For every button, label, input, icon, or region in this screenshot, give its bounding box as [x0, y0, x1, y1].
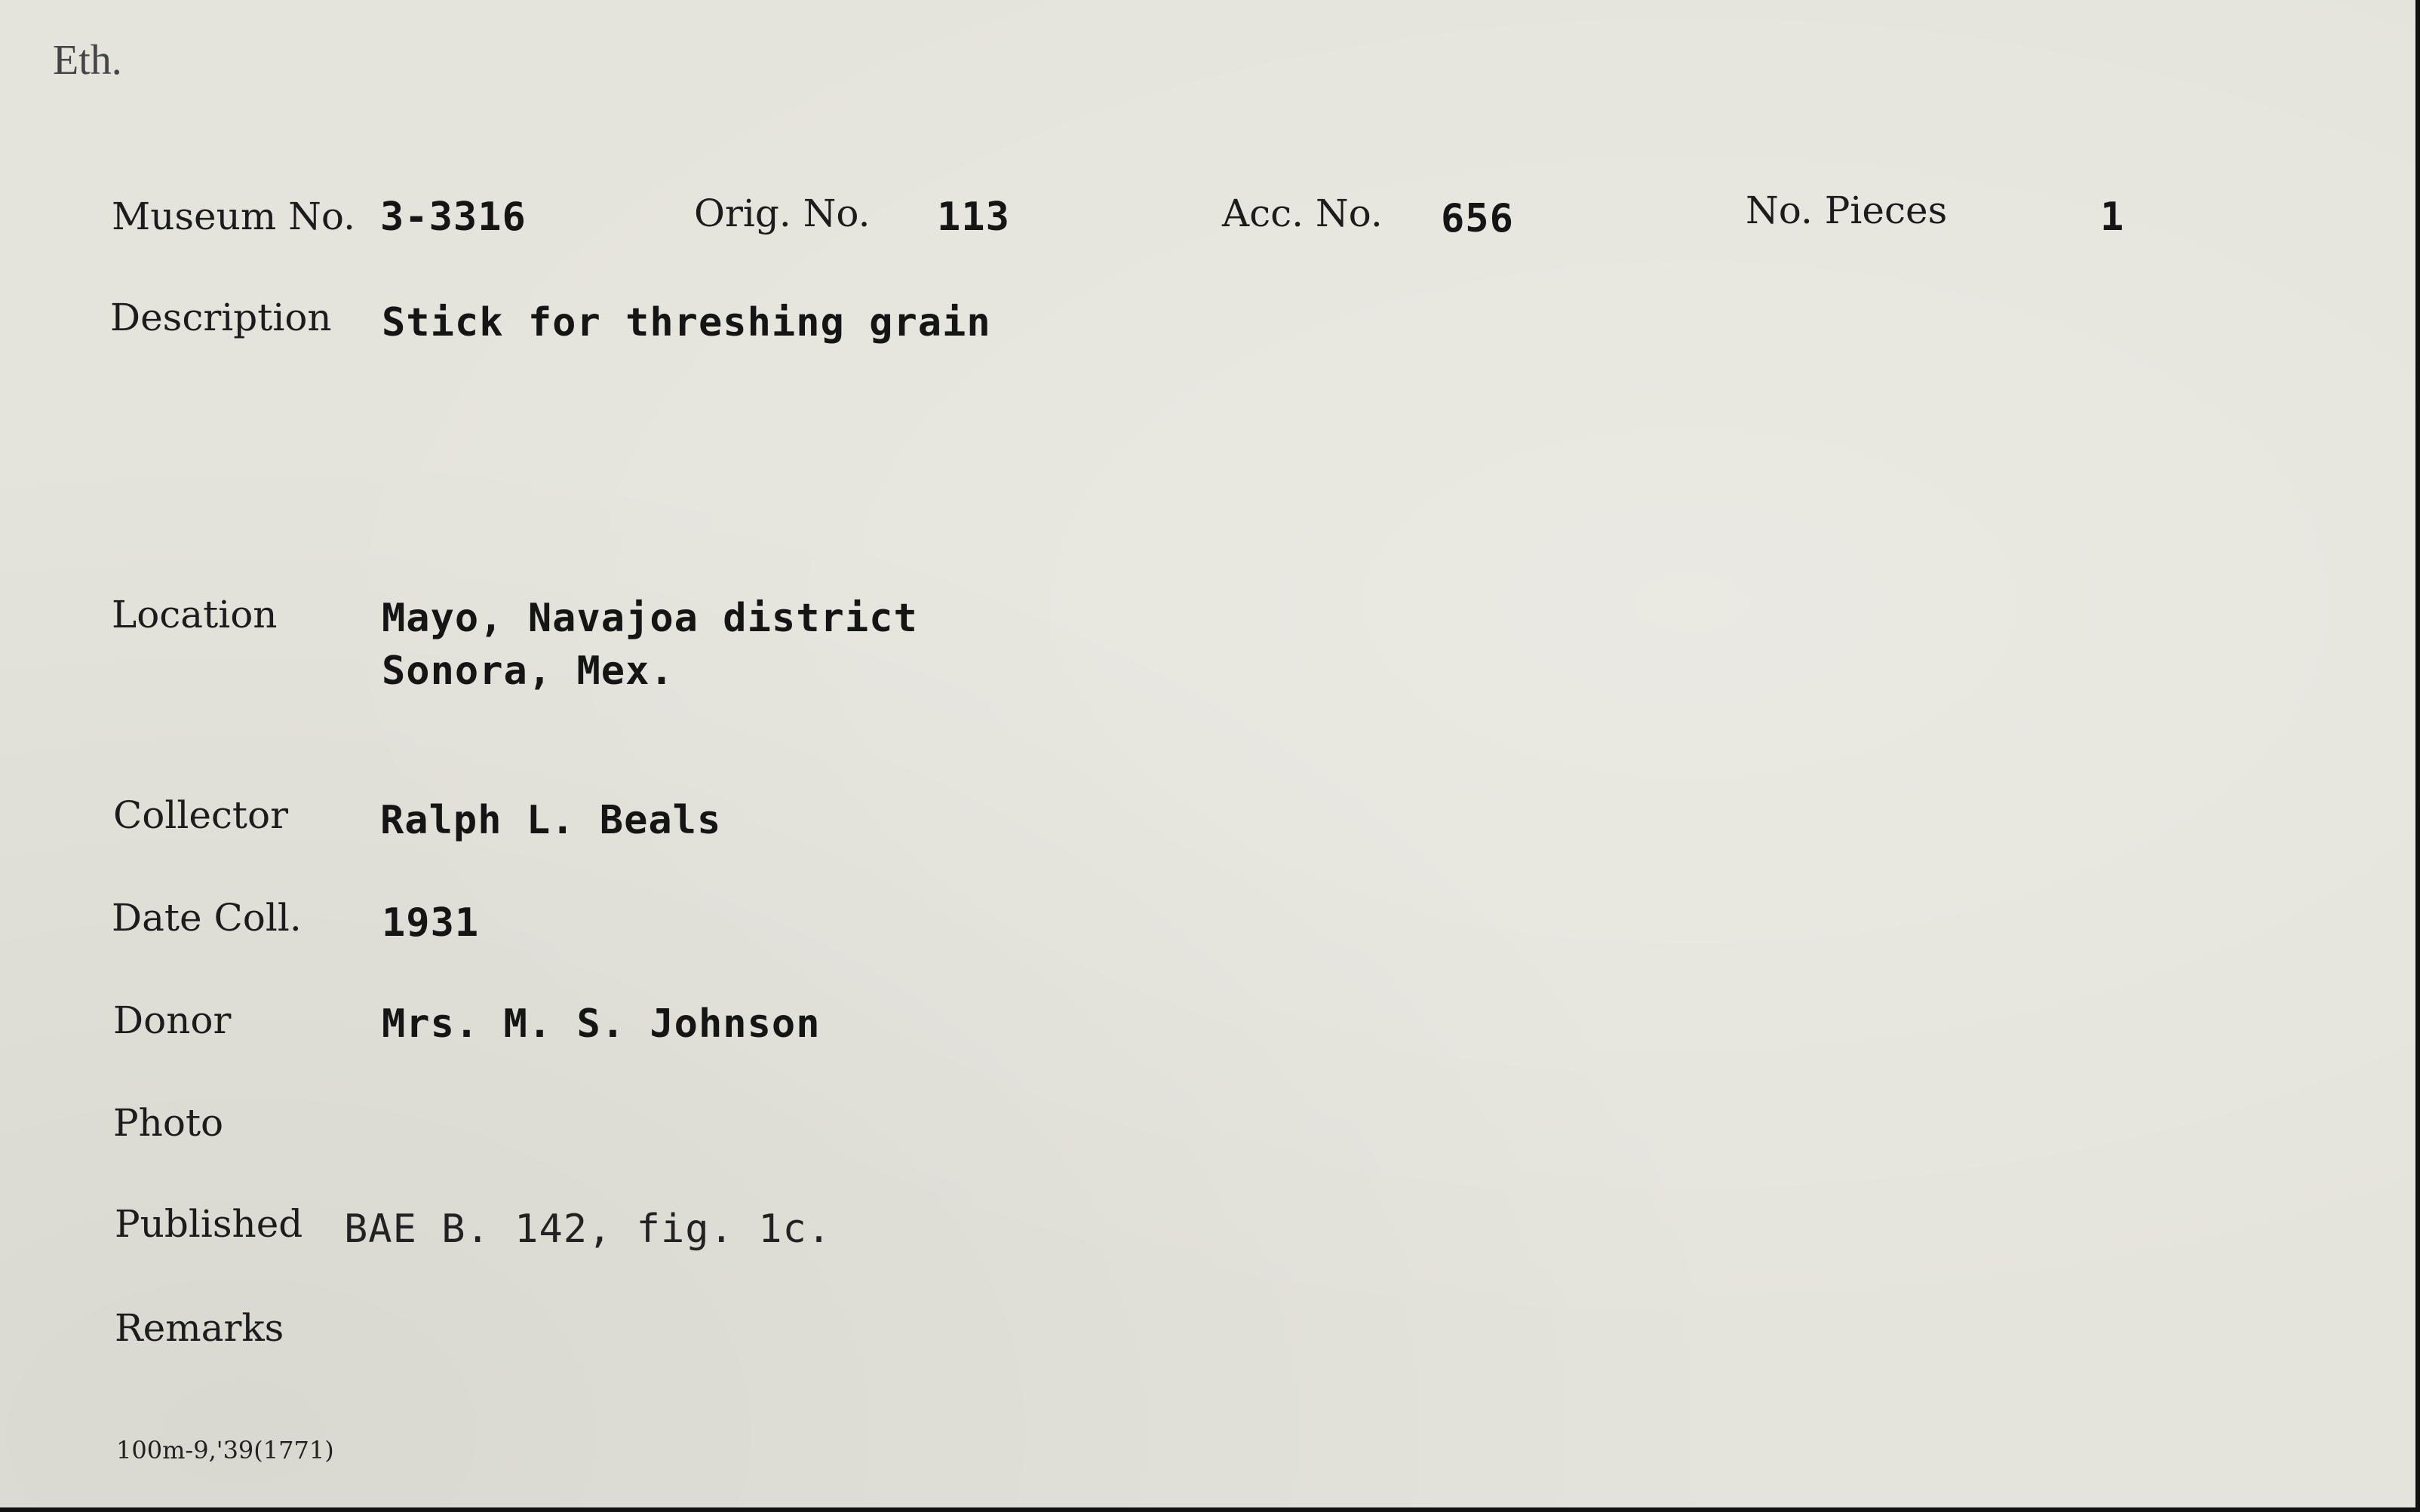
collector-value: Ralph L. Beals — [380, 798, 722, 843]
date-coll-label: Date Coll. — [112, 896, 302, 940]
museum-no-value: 3-3316 — [380, 195, 527, 240]
location-label: Location — [112, 593, 278, 636]
date-coll-value: 1931 — [382, 900, 480, 946]
collector-label: Collector — [113, 793, 289, 837]
orig-no-label: Orig. No. — [694, 192, 871, 235]
published-value: BAE B. 142, fig. 1c. — [344, 1207, 832, 1252]
description-value: Stick for threshing grain — [382, 300, 991, 345]
form-code: 100m-9,'39(1771) — [116, 1436, 334, 1464]
no-pieces-label: No. Pieces — [1746, 189, 1948, 232]
museum-no-label: Museum No. — [112, 195, 356, 238]
photo-label: Photo — [113, 1101, 224, 1145]
location-line-1: Mayo, Navajoa district — [382, 596, 918, 641]
acc-no-label: Acc. No. — [1222, 192, 1383, 235]
department-label: Eth. — [53, 37, 122, 84]
published-label: Published — [115, 1202, 303, 1246]
donor-value: Mrs. M. S. Johnson — [382, 1001, 821, 1047]
location-line-2: Sonora, Mex. — [382, 649, 674, 694]
remarks-label: Remarks — [115, 1306, 284, 1350]
no-pieces-value: 1 — [2100, 195, 2125, 240]
orig-no-value: 113 — [937, 195, 1010, 240]
donor-label: Donor — [113, 998, 232, 1042]
description-label: Description — [110, 296, 332, 339]
acc-no-value: 656 — [1441, 196, 1514, 241]
